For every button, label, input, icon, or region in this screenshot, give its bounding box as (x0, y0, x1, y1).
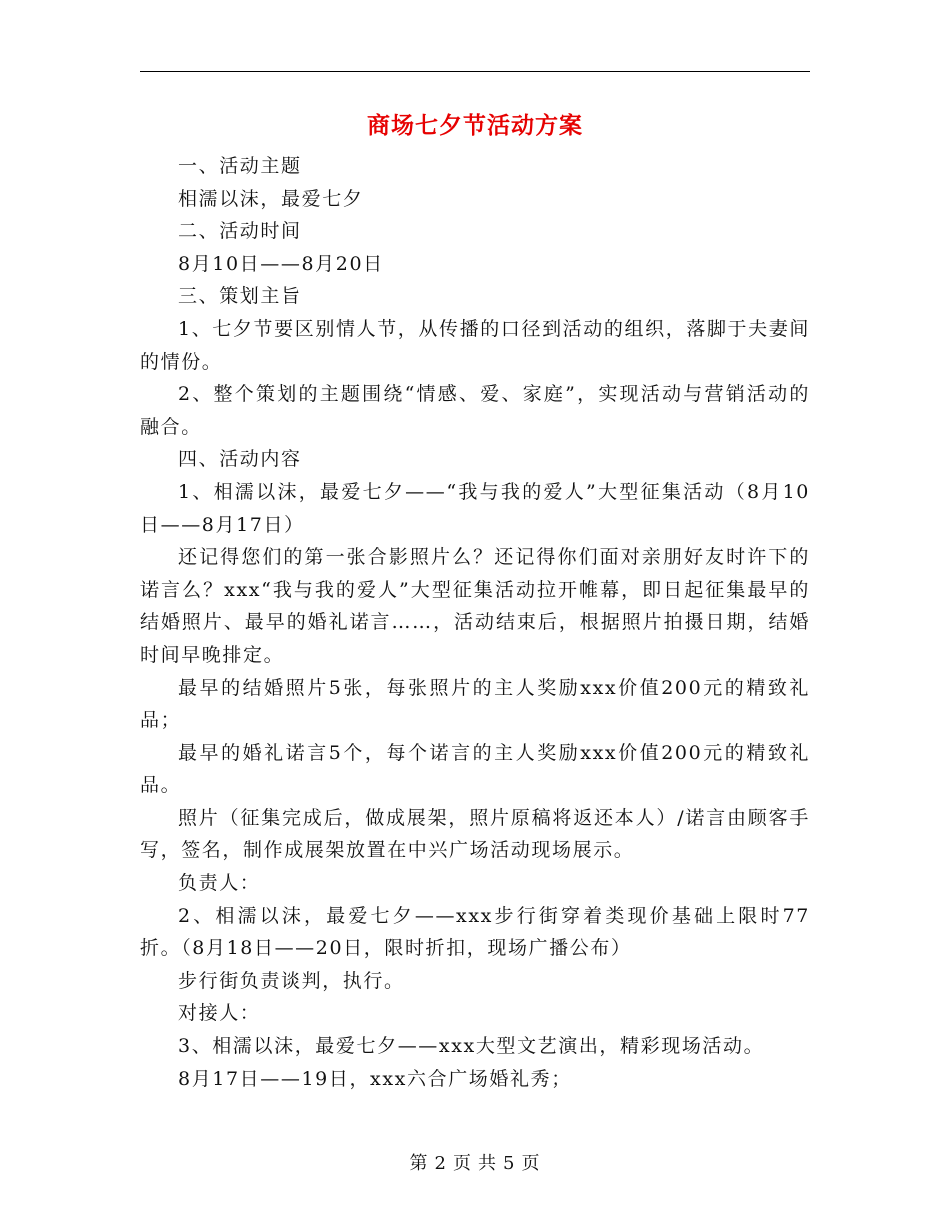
document-title: 商场七夕节活动方案 (367, 112, 583, 139)
heading-activity-content: 四、活动内容 (178, 448, 302, 471)
paragraph-wedding-show: 8月17日——19日，xxx六合广场婚礼秀； (178, 1067, 572, 1090)
footer-total-word: 共 (478, 1153, 497, 1174)
paragraph-vow-prize: 最早的婚礼诺言5个，每个诺言的主人奖励xxx价值200元的精致礼品。 (140, 741, 810, 797)
footer-total-pages: 5 (503, 1153, 516, 1174)
heading-activity-time: 二、活动时间 (178, 220, 302, 243)
paragraph-purpose-1: 1、七夕节要区别情人节，从传播的口径到活动的组织，落脚于夫妻间的情份。 (140, 317, 810, 373)
paragraph-content-1-detail: 还记得您们的第一张合影照片么？还记得你们面对亲朋好友时许下的诺言么？xxx“我与我的爱人”大型征集活动拉开帷幕，即日起征集最早的结婚照片、最早的婚礼诺言……，活动结束后，根据照片拍摄日期，结婚时间早晚排定。 (140, 546, 810, 666)
paragraph-theme-text: 相濡以沫，最爱七夕 (178, 187, 364, 210)
paragraph-content-2: 2、相濡以沫，最爱七夕——xxx步行街穿着类现价基础上限时77折。（8月18日——20日，限时折扣，现场广播公布） (140, 904, 810, 960)
footer-suffix: 页 (521, 1153, 541, 1174)
footer-current-page: 2 (434, 1153, 447, 1174)
paragraph-owner-1: 负责人： (178, 872, 261, 895)
paragraph-time-text: 8月10日——8月20日 (178, 252, 384, 275)
page-footer (0, 1151, 950, 1177)
heading-activity-theme: 一、活动主题 (178, 155, 302, 177)
paragraph-negotiation: 步行街负责谈判，执行。 (178, 969, 405, 992)
footer-prefix: 第 (409, 1153, 429, 1174)
paragraph-content-1: 1、相濡以沫，最爱七夕——“我与我的爱人”大型征集活动（8月10日——8月17日） (140, 480, 810, 536)
paragraph-content-3: 3、相濡以沫，最爱七夕——xxx大型文艺演出，精彩现场活动。 (178, 1035, 765, 1058)
header-rule (140, 71, 810, 72)
footer-page-word: 页 (453, 1153, 472, 1174)
paragraph-purpose-2: 2、整个策划的主题围绕“情感、爱、家庭”，实现活动与营销活动的融合。 (140, 383, 810, 438)
paragraph-photo-prize: 最早的结婚照片5张，每张照片的主人奖励xxx价值200元的精致礼品； (140, 676, 810, 732)
heading-planning-purpose: 三、策划主旨 (178, 285, 302, 308)
paragraph-contact: 对接人： (178, 1002, 261, 1025)
paragraph-display: 照片（征集完成后，做成展架，照片原稿将返还本人）/诺言由顾客手写，签名，制作成展架放置在中兴广场活动现场展示。 (140, 806, 810, 862)
document-body (140, 150, 810, 1095)
